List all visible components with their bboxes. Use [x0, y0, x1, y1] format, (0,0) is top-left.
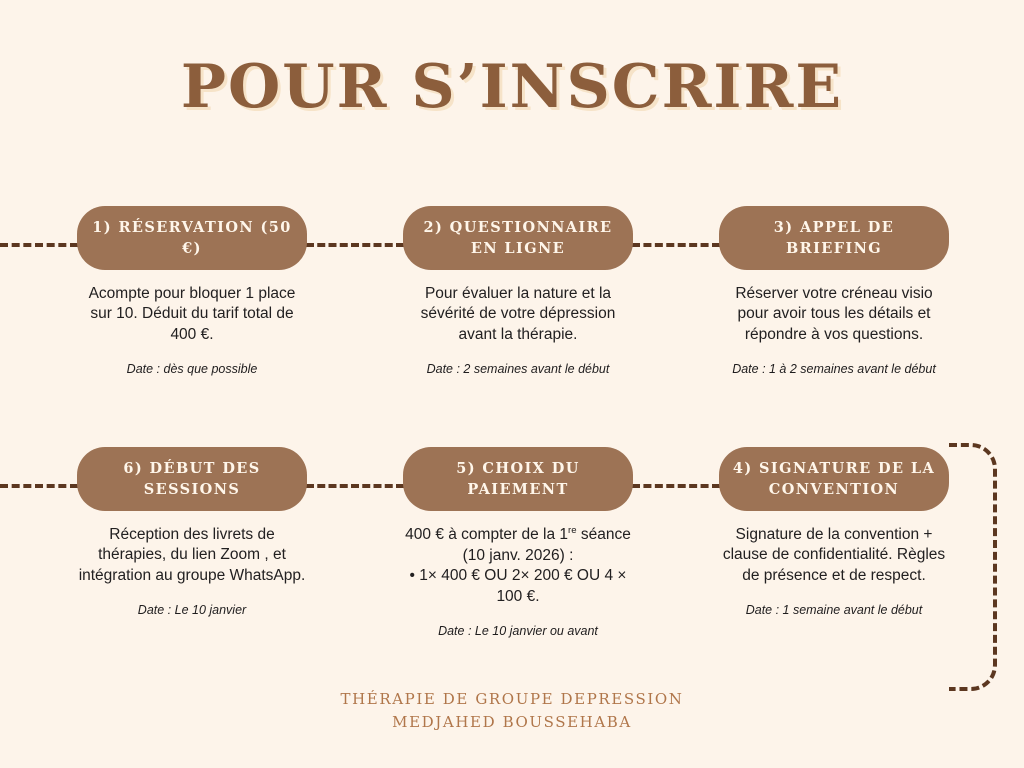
connector-dashed-uturn-right — [949, 443, 997, 691]
connector-dashed-step2-step3 — [632, 243, 720, 247]
step-card-2[interactable] — [403, 206, 633, 378]
step-6-date: Date : Le 10 janvier — [137, 603, 247, 618]
step-4-description: Signature de la convention + clause de confidentialité. Règles de présence et de respect. — [722, 526, 946, 584]
step-5-heading: 5) CHOIX DU PAIEMENT — [403, 447, 633, 511]
connector-dashed-entry — [0, 243, 78, 247]
step-card-5[interactable] — [403, 447, 633, 639]
step-card-3[interactable] — [719, 206, 949, 378]
step-card-6[interactable] — [77, 447, 307, 619]
step-5-date: Date : Le 10 janvier ou avant — [438, 624, 598, 638]
step-1-description: Acompte pour bloquer 1 place sur 10. Déduit du tarif total de 400 €. — [88, 285, 296, 343]
step-4-heading: 4) SIGNATURE DE LA CONVENTION — [719, 447, 949, 511]
step-2-description: Pour évaluer la nature et la sévérité de votre dépression avant la thérapie. — [420, 285, 616, 343]
step-3-heading: 3) APPEL DE BRIEFING — [719, 206, 949, 270]
connector-dashed-step4-step5 — [632, 484, 720, 488]
step-6-description: Réception des livrets de thérapies, du lien Zoom , et intégration au groupe WhatsApp. — [78, 526, 306, 584]
step-5-description: 400 € à compter de la 1re séance (10 janv. 2026) : • 1× 400 € OU 2× 200 € OU 4 × 100 €. — [405, 525, 631, 605]
flow-row-top — [0, 206, 1024, 426]
step-6-heading: 6) DÉBUT DES SESSIONS — [77, 447, 307, 511]
step-4-date: Date : 1 semaine avant le début — [745, 603, 923, 618]
process-flow — [0, 206, 1024, 666]
footer — [0, 688, 1024, 735]
step-card-4[interactable] — [719, 447, 949, 619]
connector-dashed-step5-step6 — [306, 484, 404, 488]
step-2-date: Date : 2 semaines avant le début — [426, 362, 610, 377]
step-2-heading: 2) QUESTIONNAIRE EN LIGNE — [403, 206, 633, 270]
step-3-date: Date : 1 à 2 semaines avant le début — [732, 362, 936, 377]
step-3-description: Réserver votre créneau visio pour avoir tous les détails et répondre à vos questions. — [735, 285, 933, 343]
step-1-heading: 1) RÉSERVATION (50 €) — [77, 206, 307, 270]
page-title: POUR S’INSCRIRE — [180, 52, 844, 122]
connector-dashed-exit — [0, 484, 78, 488]
step-1-date: Date : dès que possible — [126, 362, 258, 377]
connector-dashed-step1-step2 — [306, 243, 404, 247]
flow-row-bottom — [0, 447, 1024, 667]
step-card-1[interactable] — [77, 206, 307, 378]
footer-line-1: THÉRAPIE DE GROUPE DEPRESSION — [340, 690, 684, 708]
footer-line-2: MEDJAHED BOUSSEHABA — [392, 713, 632, 732]
